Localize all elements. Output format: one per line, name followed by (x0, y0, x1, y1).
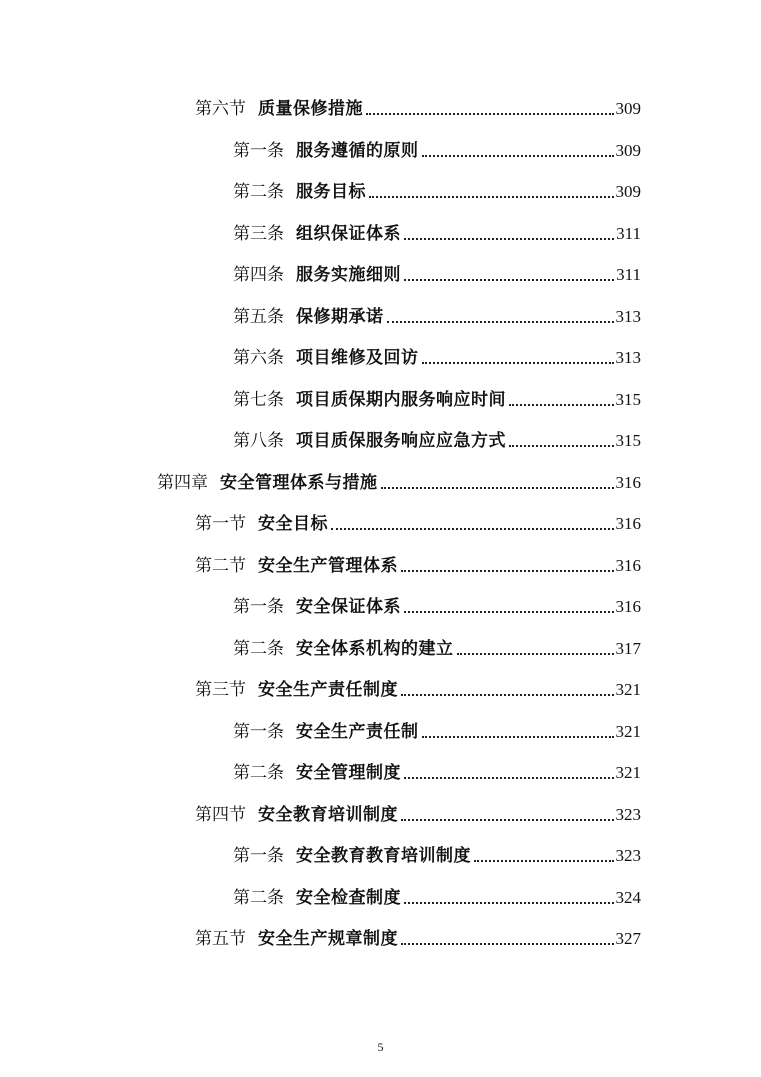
toc-entry-title: 安全生产管理体系 (258, 556, 398, 576)
dot-leader (401, 943, 614, 945)
toc-entry[interactable] (157, 469, 641, 497)
toc-entry-page: 313 (615, 307, 641, 326)
dot-leader (404, 611, 614, 613)
toc-entry[interactable] (195, 95, 641, 123)
toc-entry[interactable] (233, 386, 641, 414)
toc-entry-title: 安全生产规章制度 (258, 929, 398, 949)
toc-entry-label: 第二条 (233, 639, 284, 658)
toc-entry[interactable] (233, 842, 641, 870)
toc-entry-label: 第八条 (233, 431, 284, 450)
toc-entry-label: 第二节 (195, 556, 246, 575)
toc-entry[interactable] (195, 552, 641, 580)
toc-entry-page: 321 (615, 680, 641, 699)
toc-entry-title: 项目质保服务响应应急方式 (296, 431, 506, 451)
dot-leader (401, 694, 614, 696)
toc-entry-page: 309 (615, 182, 641, 201)
toc-entry[interactable] (233, 427, 641, 455)
toc-entry-page: 311 (616, 224, 641, 243)
toc-entry-label: 第四条 (233, 265, 284, 284)
toc-entry-label: 第一条 (233, 597, 284, 616)
toc-entry-title: 安全生产责任制 (296, 722, 419, 742)
toc-entry-page: 309 (615, 141, 641, 160)
dot-leader (387, 321, 614, 323)
toc-entry-label: 第一条 (233, 722, 284, 741)
toc-entry[interactable] (195, 925, 641, 953)
toc-entry-label: 第四节 (195, 805, 246, 824)
toc-entry-title: 组织保证体系 (296, 224, 401, 244)
toc-entry[interactable] (233, 635, 641, 663)
toc-entry-title: 服务目标 (296, 182, 366, 202)
dot-leader (422, 362, 614, 364)
toc-entry-page: 316 (615, 514, 641, 533)
toc-entry-label: 第六节 (195, 99, 246, 118)
toc-entry-title: 安全教育教育培训制度 (296, 846, 471, 866)
toc-entry-page: 321 (615, 722, 641, 741)
dot-leader (404, 279, 614, 281)
dot-leader (381, 487, 614, 489)
toc-entry-label: 第二条 (233, 888, 284, 907)
toc-entry-label: 第五条 (233, 307, 284, 326)
toc-entry-page: 313 (615, 348, 641, 367)
toc-entry[interactable] (233, 261, 641, 289)
dot-leader (401, 819, 614, 821)
dot-leader (474, 860, 614, 862)
toc-entry[interactable] (233, 718, 641, 746)
toc-entry-page: 315 (615, 390, 641, 409)
toc-entry-page: 315 (615, 431, 641, 450)
toc-entry[interactable] (233, 220, 641, 248)
toc-entry-label: 第四章 (157, 473, 208, 492)
toc-entry-title: 保修期承诺 (296, 307, 384, 327)
toc-entry[interactable] (233, 593, 641, 621)
toc-entry-title: 项目质保期内服务响应时间 (296, 390, 506, 410)
dot-leader (366, 113, 614, 115)
toc-entry-label: 第二条 (233, 763, 284, 782)
dot-leader (422, 736, 614, 738)
toc-entry[interactable] (195, 801, 641, 829)
toc-entry-page: 316 (615, 473, 641, 492)
toc-entry-page: 323 (615, 846, 641, 865)
toc-entry-page: 317 (615, 639, 641, 658)
toc-entry[interactable] (233, 178, 641, 206)
toc-entry-page: 311 (616, 265, 641, 284)
dot-leader (404, 238, 614, 240)
dot-leader (331, 528, 614, 530)
toc-entry-title: 安全管理体系与措施 (220, 473, 378, 493)
toc-entry-label: 第六条 (233, 348, 284, 367)
toc-entry-page: 324 (615, 888, 641, 907)
toc-entry-title: 安全保证体系 (296, 597, 401, 617)
toc-entry[interactable] (233, 759, 641, 787)
toc-entry[interactable] (195, 510, 641, 538)
toc-entry-label: 第五节 (195, 929, 246, 948)
toc-entry-label: 第三条 (233, 224, 284, 243)
toc-entry-title: 安全检查制度 (296, 888, 401, 908)
dot-leader (509, 404, 614, 406)
toc-entry-page: 323 (615, 805, 641, 824)
toc-entry-label: 第一节 (195, 514, 246, 533)
dot-leader (401, 570, 614, 572)
dot-leader (509, 445, 614, 447)
toc-entry-title: 安全目标 (258, 514, 328, 534)
toc-entry-title: 安全教育培训制度 (258, 805, 398, 825)
dot-leader (404, 777, 614, 779)
dot-leader (369, 196, 614, 198)
toc-entry-page: 316 (615, 597, 641, 616)
toc-entry-page: 309 (615, 99, 641, 118)
toc-entry[interactable] (233, 137, 641, 165)
page-number: 5 (377, 1040, 384, 1054)
dot-leader (457, 653, 614, 655)
toc-entry-label: 第三节 (195, 680, 246, 699)
toc-entry[interactable] (233, 303, 641, 331)
toc-entry-page: 316 (615, 556, 641, 575)
toc-entry-title: 服务遵循的原则 (296, 141, 419, 161)
toc-entry-page: 327 (615, 929, 641, 948)
toc-entry-title: 安全体系机构的建立 (296, 639, 454, 659)
dot-leader (422, 155, 614, 157)
toc-entry-title: 服务实施细则 (296, 265, 401, 285)
toc-entry-page: 321 (615, 763, 641, 782)
toc-entry[interactable] (233, 344, 641, 372)
toc-entry-label: 第一条 (233, 141, 284, 160)
toc-entry[interactable] (195, 676, 641, 704)
toc-entry-title: 质量保修措施 (258, 99, 363, 119)
dot-leader (404, 902, 614, 904)
toc-entry-label: 第七条 (233, 390, 284, 409)
toc-entry-label: 第二条 (233, 182, 284, 201)
toc-entry-title: 安全生产责任制度 (258, 680, 398, 700)
toc-entry-title: 项目维修及回访 (296, 348, 419, 368)
toc-entry-label: 第一条 (233, 846, 284, 865)
toc-entry-title: 安全管理制度 (296, 763, 401, 783)
toc-entry[interactable] (233, 884, 641, 912)
